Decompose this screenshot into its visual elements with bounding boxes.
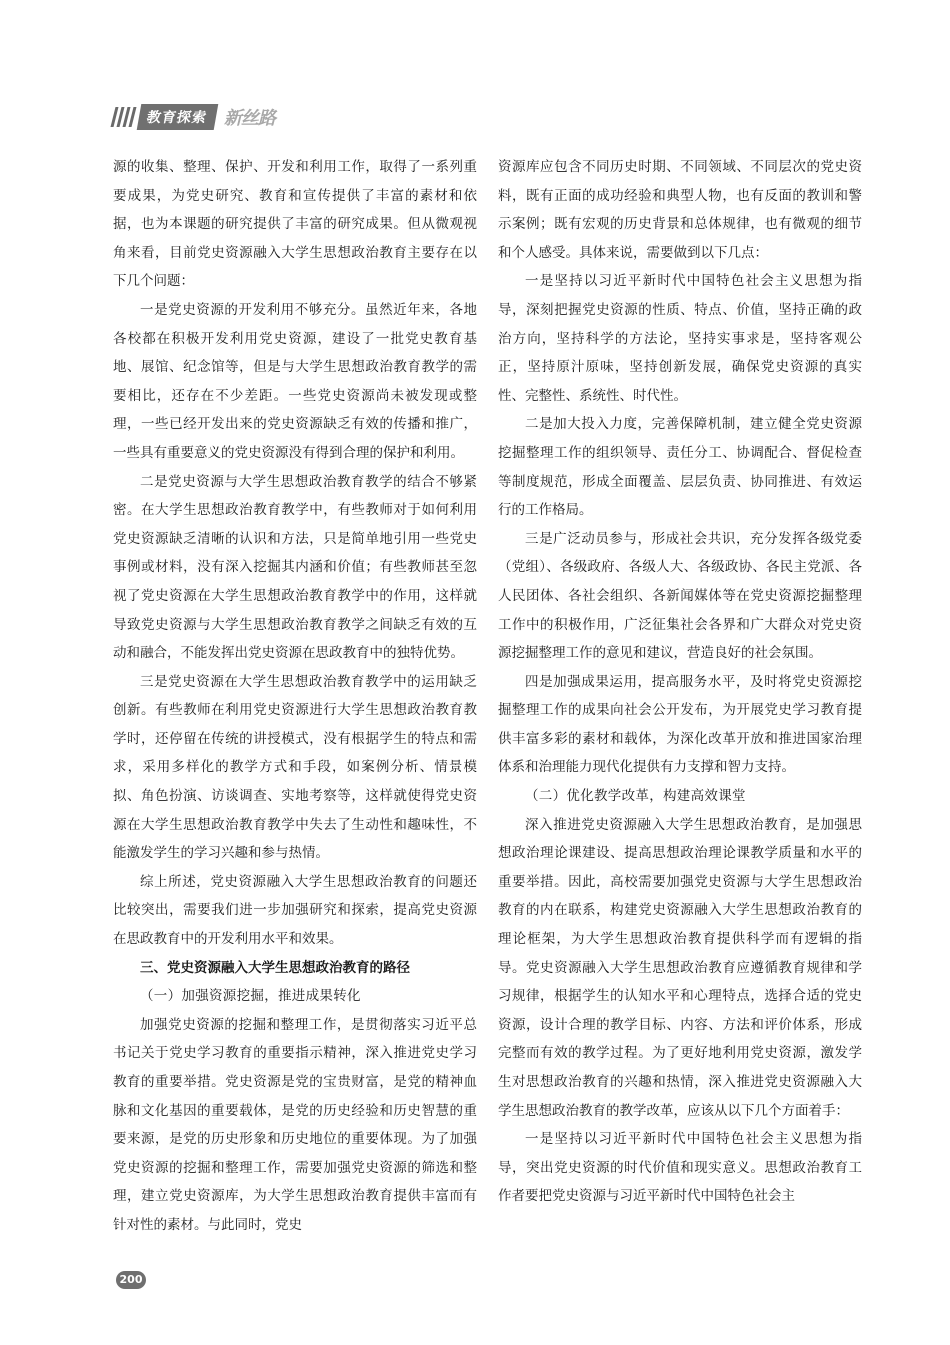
- left-paragraph-1: 源的收集、整理、保护、开发和利用工作，取得了一系列重要成果，为党史研究、教育和宣传提供了丰富的素材和依据，也为本课题的研究提供了丰富的研究成果。但从微观视角来看，目前党史资源融入大学生思想政治教育主要存在以下几个问题：: [113, 159, 477, 290]
- right-column: [498, 153, 862, 1211]
- right-paragraph-4: 三是广泛动员参与，形成社会共识，充分发挥各级党委（党组）、各级政府、各级人大、各级政协、各民主党派、各人民团体、各社会组织、各新闻媒体等在党史资源挖掘整理工作中的积极作用，广泛征集社会各界和广大群众对党史资源挖掘整理工作的意见和建议，营造良好的社会氛围。: [498, 530, 862, 662]
- right-paragraph-1: 资源库应包含不同历史时期、不同领域、不同层次的党史资料，既有正面的成功经验和典型人物，也有反面的教训和警示案例；既有宏观的历史背景和总体规律，也有微观的细节和个人感受。具体来说，需要做到以下几点：: [498, 159, 862, 261]
- page-number: 200: [116, 1271, 146, 1289]
- brand-logo: 新丝路: [224, 108, 275, 129]
- left-paragraph-6: 加强党史资源的挖掘和整理工作，是贯彻落实习近平总书记关于党史学习教育的重要指示精神，深入推进党史学习教育的重要举措。党史资源是党的宝贵财富，是党的精神血脉和文化基因的重要载体，是党的历史经验和历史智慧的重要来源，是党的历史形象和历史地位的重要体现。为了加强党史资源的挖掘和整理工作，需要加强党史资源的筛选和整理，建立党史资源库，为大学生思想政治教育提供丰富而有针对性的素材。与此同时，党史: [113, 1016, 477, 1233]
- right-paragraph-6: 深入推进党史资源融入大学生思想政治教育，是加强思想政治理论课建设、提高思想政治理论课教学质量和水平的重要举措。因此，高校需要加强党史资源与大学生思想政治教育的内在联系，构建党史资源融入大学生思想政治教育的理论框架，为大学生思想政治教育提供科学而有逻辑的指导。党史资源融入大学生思想政治教育应遵循教育规律和学习规律，根据学生的认知水平和心理特点，选择合适的党史资源，设计合理的教学目标、内容、方法和评价体系，形成完整而有效的教学过程。为了更好地利用党史资源，激发学生对思想政治教育的兴趣和热情，深入推进党史资源融入大学生思想政治教育的教学改革，应该从以下几个方面着手：: [498, 816, 862, 1119]
- left-paragraph-4: 三是党史资源在大学生思想政治教育教学中的运用缺乏创新。有些教师在利用党史资源进行大学生思想政治教育教学时，还停留在传统的讲授模式，没有根据学生的特点和需求，采用多样化的教学方式和手段，如案例分析、情景模拟、角色扮演、访谈调查、实地考察等，这样就使得党史资源在大学生思想政治教育教学中失去了生动性和趣味性，不能激发学生的学习兴趣和参与热情。: [113, 673, 477, 862]
- left-column: [113, 153, 477, 1240]
- left-paragraph-2: 一是党史资源的开发利用不够充分。虽然近年来，各地各校都在积极开发利用党史资源，建设了一批党史教育基地、展馆、纪念馆等，但是与大学生思想政治教育教学的需要相比，还存在不少差距。一些党史资源尚未被发现或整理，一些已经开发出来的党史资源缺乏有效的传播和推广，一些具有重要意义的党史资源没有得到合理的保护和利用。: [113, 301, 477, 461]
- section-heading-3: 三、党史资源融入大学生思想政治教育的路径: [140, 959, 410, 976]
- header-stripes: [113, 107, 134, 127]
- right-paragraph-3: 二是加大投入力度，完善保障机制，建立健全党史资源挖掘整理工作的组织领导、责任分工、协调配合、督促检查等制度规范，形成全面覆盖、层层负责、协同推进、有效运行的工作格局。: [498, 416, 862, 519]
- left-paragraph-3: 二是党史资源与大学生思想政治教育教学的结合不够紧密。在大学生思想政治教育教学中，有些教师对于如何利用党史资源缺乏清晰的认识和方法，只是简单地引用一些党史事例或材料，没有深入挖掘其内涵和价值；有些教师甚至忽视了党史资源在大学生思想政治教育教学中的作用，这样就导致党史资源与大学生思想政治教育教学之间缺乏有效的互动和融合，不能发挥出党史资源在思政教育中的独特优势。: [113, 473, 477, 662]
- subheading-2: （二）优化教学改革，构建高效课堂: [525, 788, 746, 805]
- running-header: [113, 104, 275, 130]
- right-paragraph-2: 一是坚持以习近平新时代中国特色社会主义思想为指导，深刻把握党史资源的性质、特点、价值，坚持正确的政治方向，坚持科学的方法论，坚持实事求是，坚持客观公正，坚持原汁原味，坚持创新发展，确保党史资源的真实性、完整性、系统性、时代性。: [498, 273, 862, 404]
- subheading-1: （一）加强资源挖掘，推进成果转化: [140, 988, 361, 1005]
- section-tag: 教育探索: [137, 104, 219, 130]
- right-paragraph-5: 四是加强成果运用，提高服务水平，及时将党史资源挖掘整理工作的成果向社会公开发布，为开展党史学习教育提供丰富多彩的素材和载体，为深化改革开放和推进国家治理体系和治理能力现代化提供有力支撑和智力支持。: [498, 673, 862, 776]
- right-paragraph-7: 一是坚持以习近平新时代中国特色社会主义思想为指导，突出党史资源的时代价值和现实意义。思想政治教育工作者要把党史资源与习近平新时代中国特色社会主: [498, 1131, 862, 1205]
- left-paragraph-5: 综上所述，党史资源融入大学生思想政治教育的问题还比较突出，需要我们进一步加强研究和探索，提高党史资源在思政教育中的开发利用水平和效果。: [113, 873, 477, 948]
